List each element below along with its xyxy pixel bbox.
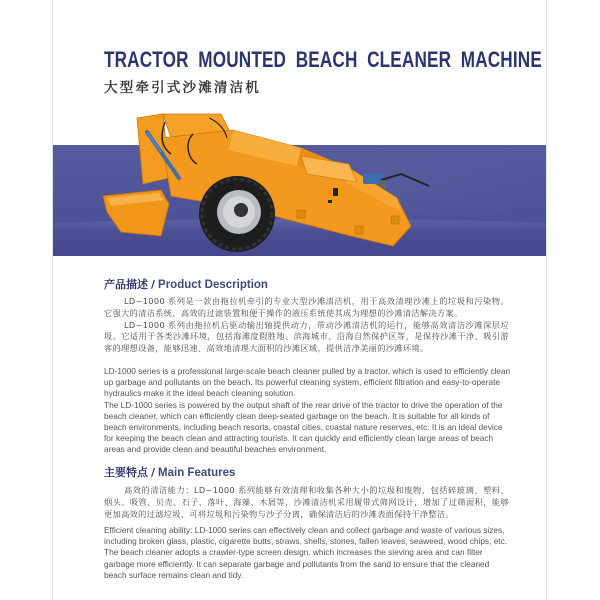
paragraph-en: Efficient cleaning ability: LD-1000 series can effectively clean and collect garbage and waste of various sizes, including broken glass, plastic, cigarette butts, straws, shells, stones, fallen leaves, seaweed, wood chips, etc. The beach cleaner adopts a crawler-type screen design, which increases the sieving area and can filter garbage more efficiently. It can separate garbage and pollutants from the sand to ensure that the cleaned beach surface remains clean and tidy. <box>104 525 508 580</box>
paragraph-zh: 高效的清洁能力：LD~1000 系列能够有效清理和收集各种大小的垃圾和废物，包括碎玻璃、塑料、烟头、吸管、贝壳、石子、落叶、海藻、木屑等，沙滩清洁机采用履带式筛网设计，增加了过筛面积，能够更加高效的过滤垃圾，可将垃圾和污染物与沙子分离，确保清洁后的沙滩表面保持干净整洁。 <box>104 485 509 519</box>
beach-cleaner-machine-image <box>101 108 441 258</box>
brochure-page <box>52 0 547 600</box>
heading-separator: / <box>151 278 156 291</box>
paragraph-zh: LD~1000 系列是一款由拖拉机牵引的专业大型沙滩清洁机，用于高效清理沙滩上的垃圾和污染物。它强大的清洁系统、高效的过滤装置和便于操作的液压系统使其成为理想的沙滩清洁解决方案。 <box>104 296 509 318</box>
paragraph-en: The LD-1000 series is powered by the output shaft of the rear drive of the tractor to drive the operation of the beach cleaner, which can efficiently clean deep-seated garbage on the beach. It is suitable for all kinds of beach environments, including beach resorts, coastal cities, coastal nature reserves, etc. It is an ideal device for keeping the beach clean and attracting tourists. It can quickly and efficiently clean large areas of beach areas and provide clean and beautiful beaches environment. <box>104 399 503 455</box>
page-title: TRACTOR MOUNTED BEACH CLEANER MACHINE <box>104 47 542 72</box>
product-description-zh <box>104 296 509 355</box>
heading-en: Product Description <box>158 279 268 291</box>
heading-separator: / <box>151 466 156 479</box>
paragraph-en: LD-1000 series is a professional large-scale beach cleaner pulled by a tractor, which is used to efficiently clean up garbage and pollutants on the beach. Its powerful cleaning system, efficient filtration and easy-to-operate hydraulics make it the ideal beach cleaning solution. <box>104 366 511 399</box>
main-features-zh <box>104 485 509 520</box>
page-subtitle-zh: 大型牵引式沙滩清洁机 <box>104 80 261 96</box>
paragraph-zh: LD~1000 系列由拖拉机后驱动输出轴提供动力，带动沙滩清洁机的运行，能够高效清洁沙滩深层垃圾。它适用于各类沙滩环境，包括海滩度假胜地、滨海城市、沿海自然保护区等，是保持沙滩干净、吸引游客的理想设备，能够迅速、高效地清理大面积的沙滩区域，提供洁净美丽的沙滩环境。 <box>104 319 509 354</box>
product-description-en <box>104 366 514 456</box>
heading-zh: 主要特点 <box>104 466 148 479</box>
heading-en: Main Features <box>158 467 236 479</box>
main-features-en <box>104 525 514 581</box>
section-heading-main-features <box>104 464 235 480</box>
section-heading-product-description <box>104 276 268 292</box>
heading-zh: 产品描述 <box>104 278 148 291</box>
